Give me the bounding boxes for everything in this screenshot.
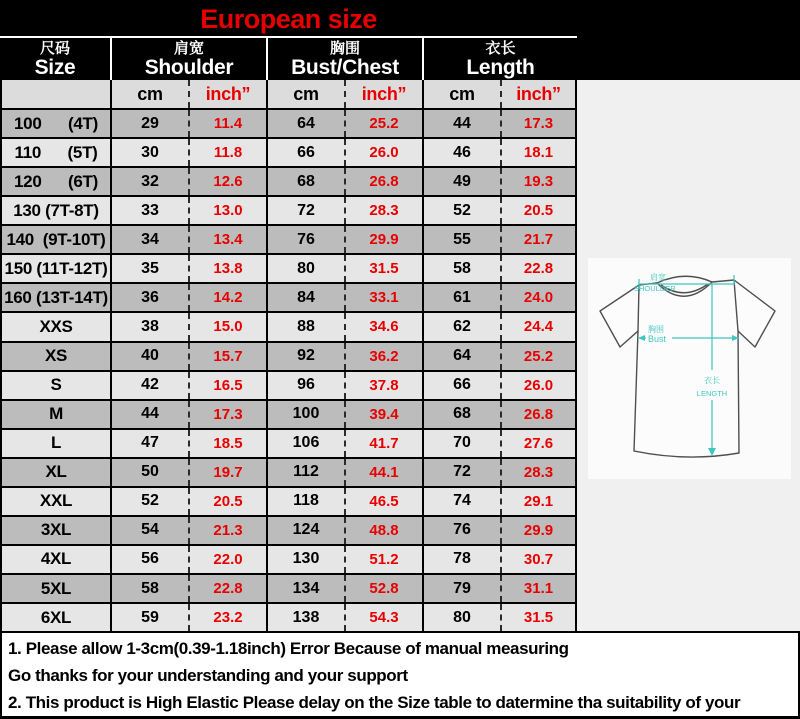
- inch-value-cell: 31.5: [344, 255, 422, 282]
- size-cell: L: [0, 430, 110, 457]
- cm-value-cell: 138: [266, 604, 344, 631]
- tshirt-outline: [600, 276, 775, 457]
- inch-value-cell: 46.5: [344, 488, 422, 515]
- inch-value-cell: 39.4: [344, 401, 422, 428]
- cm-value-cell: 58: [422, 255, 500, 282]
- cm-value-cell: 100: [266, 401, 344, 428]
- page-title: European size: [200, 3, 377, 34]
- inch-value-cell: 17.3: [188, 401, 266, 428]
- inch-value-cell: 23.2: [188, 604, 266, 631]
- inch-value-cell: 27.6: [500, 430, 577, 457]
- unit-cm-length: cm: [422, 80, 500, 108]
- table-row: [0, 515, 577, 544]
- inch-value-cell: 21.7: [500, 226, 577, 253]
- cm-value-cell: 124: [266, 517, 344, 544]
- cm-value-cell: 106: [266, 430, 344, 457]
- cm-value-cell: 72: [422, 459, 500, 486]
- inch-value-cell: 54.3: [344, 604, 422, 631]
- cm-value-cell: 42: [110, 372, 188, 399]
- inch-value-cell: 26.8: [344, 168, 422, 195]
- inch-value-cell: 34.6: [344, 313, 422, 340]
- header-length-en: Length: [466, 55, 535, 79]
- tshirt-diagram: [588, 258, 791, 479]
- title-band: [0, 0, 800, 80]
- cm-value-cell: 44: [110, 401, 188, 428]
- size-cell: XL: [0, 459, 110, 486]
- cm-value-cell: 130: [266, 546, 344, 573]
- cm-value-cell: 66: [266, 139, 344, 166]
- inch-value-cell: 18.1: [500, 139, 577, 166]
- shoulder-label-en: SHOULDER: [634, 284, 676, 293]
- cm-value-cell: 66: [422, 372, 500, 399]
- table-row: [0, 195, 577, 224]
- inch-value-cell: 28.3: [344, 197, 422, 224]
- length-label-en: LENGTH: [696, 389, 728, 398]
- unit-row: [0, 80, 577, 108]
- inch-value-cell: 19.7: [188, 459, 266, 486]
- inch-value-cell: 28.3: [500, 459, 577, 486]
- size-cell: XXS: [0, 313, 110, 340]
- cm-value-cell: 29: [110, 110, 188, 137]
- inch-value-cell: 22.8: [500, 255, 577, 282]
- size-cell: 6XL: [0, 604, 110, 631]
- table-row: [0, 224, 577, 253]
- note-line-3: 2. This product is High Elastic Please delay on the Size table to datermine tha suitability of your: [8, 693, 741, 712]
- size-cell: 3XL: [0, 517, 110, 544]
- note-line-1: 1. Please allow 1-3cm(0.39-1.18inch) Error Because of manual measuring: [8, 639, 569, 658]
- inch-value-cell: 31.1: [500, 575, 577, 602]
- cm-value-cell: 64: [422, 343, 500, 370]
- table-body: [0, 108, 577, 631]
- inch-value-cell: 25.2: [344, 110, 422, 137]
- unit-inch-bust: inch”: [344, 80, 422, 108]
- table-row: [0, 137, 577, 166]
- table-header: [0, 38, 577, 80]
- inch-value-cell: 25.2: [500, 343, 577, 370]
- table-row: [0, 282, 577, 311]
- header-group-size: [0, 38, 110, 80]
- unit-empty-cell: [0, 80, 110, 108]
- length-label-zh: 衣长: [704, 376, 720, 385]
- size-cell: 5XL: [0, 575, 110, 602]
- table-row: [0, 253, 577, 282]
- cm-value-cell: 59: [110, 604, 188, 631]
- cm-value-cell: 52: [422, 197, 500, 224]
- header-shoulder-zh: 肩宽: [173, 39, 204, 57]
- cm-value-cell: 72: [266, 197, 344, 224]
- inch-value-cell: 22.8: [188, 575, 266, 602]
- inch-value-cell: 11.8: [188, 139, 266, 166]
- cm-value-cell: 70: [422, 430, 500, 457]
- table-row: [0, 370, 577, 399]
- header-group-shoulder: [110, 38, 266, 80]
- inch-value-cell: 48.8: [344, 517, 422, 544]
- inch-value-cell: 37.8: [344, 372, 422, 399]
- unit-cm-shoulder: cm: [110, 80, 188, 108]
- cm-value-cell: 74: [422, 488, 500, 515]
- inch-value-cell: 24.4: [500, 313, 577, 340]
- header-size-zh: 尺码: [39, 39, 70, 57]
- note-line-2: Go thanks for your understanding and your support: [8, 666, 408, 685]
- cm-value-cell: 79: [422, 575, 500, 602]
- header-size-en: Size: [34, 55, 76, 79]
- table-row: [0, 166, 577, 195]
- inch-value-cell: 41.7: [344, 430, 422, 457]
- inch-value-cell: 13.0: [188, 197, 266, 224]
- size-cell: 130 (7T-8T): [0, 197, 110, 224]
- size-cell: 150 (11T-12T): [0, 255, 110, 282]
- cm-value-cell: 49: [422, 168, 500, 195]
- bust-label-en: Bust: [648, 334, 667, 344]
- table-row: [0, 311, 577, 340]
- size-cell: 110 (5T): [0, 139, 110, 166]
- inch-value-cell: 15.0: [188, 313, 266, 340]
- size-cell: 4XL: [0, 546, 110, 573]
- cm-value-cell: 30: [110, 139, 188, 166]
- table-row: [0, 341, 577, 370]
- inch-value-cell: 30.7: [500, 546, 577, 573]
- cm-value-cell: 61: [422, 284, 500, 311]
- shirt-panel: [588, 258, 791, 479]
- table-row: [0, 544, 577, 573]
- inch-value-cell: 26.0: [500, 372, 577, 399]
- cm-value-cell: 46: [422, 139, 500, 166]
- cm-value-cell: 55: [422, 226, 500, 253]
- table-row: [0, 602, 577, 631]
- inch-value-cell: 14.2: [188, 284, 266, 311]
- unit-inch-length: inch”: [500, 80, 577, 108]
- header-group-length: [422, 38, 577, 80]
- cm-value-cell: 56: [110, 546, 188, 573]
- cm-value-cell: 118: [266, 488, 344, 515]
- cm-value-cell: 92: [266, 343, 344, 370]
- cm-value-cell: 62: [422, 313, 500, 340]
- unit-cm-bust: cm: [266, 80, 344, 108]
- cm-value-cell: 112: [266, 459, 344, 486]
- cm-value-cell: 50: [110, 459, 188, 486]
- cm-value-cell: 68: [266, 168, 344, 195]
- notes: [0, 631, 800, 719]
- bust-label-zh: 胸围: [648, 325, 664, 334]
- inch-value-cell: 21.3: [188, 517, 266, 544]
- cm-value-cell: 68: [422, 401, 500, 428]
- header-shoulder-en: Shoulder: [144, 55, 234, 79]
- inch-value-cell: 26.8: [500, 401, 577, 428]
- unit-inch-shoulder: inch”: [188, 80, 266, 108]
- inch-value-cell: 22.0: [188, 546, 266, 573]
- cm-value-cell: 32: [110, 168, 188, 195]
- inch-value-cell: 20.5: [188, 488, 266, 515]
- cm-value-cell: 134: [266, 575, 344, 602]
- inch-value-cell: 16.5: [188, 372, 266, 399]
- cm-value-cell: 76: [266, 226, 344, 253]
- inch-value-cell: 29.1: [500, 488, 577, 515]
- cm-value-cell: 47: [110, 430, 188, 457]
- cm-value-cell: 84: [266, 284, 344, 311]
- table-row: [0, 573, 577, 602]
- cm-value-cell: 52: [110, 488, 188, 515]
- cm-value-cell: 58: [110, 575, 188, 602]
- inch-value-cell: 51.2: [344, 546, 422, 573]
- cm-value-cell: 76: [422, 517, 500, 544]
- cm-value-cell: 88: [266, 313, 344, 340]
- diagram-region: [577, 80, 800, 631]
- header-group-bust: [266, 38, 422, 80]
- inch-value-cell: 33.1: [344, 284, 422, 311]
- cm-value-cell: 80: [266, 255, 344, 282]
- inch-value-cell: 36.2: [344, 343, 422, 370]
- table-row: [0, 457, 577, 486]
- inch-value-cell: 31.5: [500, 604, 577, 631]
- cm-value-cell: 38: [110, 313, 188, 340]
- table-row: [0, 428, 577, 457]
- inch-value-cell: 17.3: [500, 110, 577, 137]
- size-cell: 100 (4T): [0, 110, 110, 137]
- cm-value-cell: 96: [266, 372, 344, 399]
- inch-value-cell: 19.3: [500, 168, 577, 195]
- inch-value-cell: 11.4: [188, 110, 266, 137]
- inch-value-cell: 44.1: [344, 459, 422, 486]
- cm-value-cell: 36: [110, 284, 188, 311]
- inch-value-cell: 13.8: [188, 255, 266, 282]
- inch-value-cell: 18.5: [188, 430, 266, 457]
- inch-value-cell: 24.0: [500, 284, 577, 311]
- size-cell: 120 (6T): [0, 168, 110, 195]
- inch-value-cell: 13.4: [188, 226, 266, 253]
- inch-value-cell: 15.7: [188, 343, 266, 370]
- cm-value-cell: 44: [422, 110, 500, 137]
- size-cell: XS: [0, 343, 110, 370]
- inch-value-cell: 52.8: [344, 575, 422, 602]
- inch-value-cell: 29.9: [500, 517, 577, 544]
- inch-value-cell: 20.5: [500, 197, 577, 224]
- table-row: [0, 399, 577, 428]
- header-length-zh: 衣长: [485, 39, 516, 57]
- header-bust-en: Bust/Chest: [291, 55, 399, 79]
- header-bust-zh: 胸围: [329, 39, 360, 57]
- size-cell: 160 (13T-14T): [0, 284, 110, 311]
- shoulder-label-zh: 肩宽: [650, 273, 666, 282]
- size-cell: M: [0, 401, 110, 428]
- cm-value-cell: 64: [266, 110, 344, 137]
- inch-value-cell: 26.0: [344, 139, 422, 166]
- inch-value-cell: 29.9: [344, 226, 422, 253]
- cm-value-cell: 80: [422, 604, 500, 631]
- cm-value-cell: 35: [110, 255, 188, 282]
- inch-value-cell: 12.6: [188, 168, 266, 195]
- table-row: [0, 486, 577, 515]
- size-cell: XXL: [0, 488, 110, 515]
- table-row: [0, 108, 577, 137]
- cm-value-cell: 33: [110, 197, 188, 224]
- cm-value-cell: 34: [110, 226, 188, 253]
- cm-value-cell: 54: [110, 517, 188, 544]
- cm-value-cell: 40: [110, 343, 188, 370]
- cm-value-cell: 78: [422, 546, 500, 573]
- size-cell: 140 (9T-10T): [0, 226, 110, 253]
- size-cell: S: [0, 372, 110, 399]
